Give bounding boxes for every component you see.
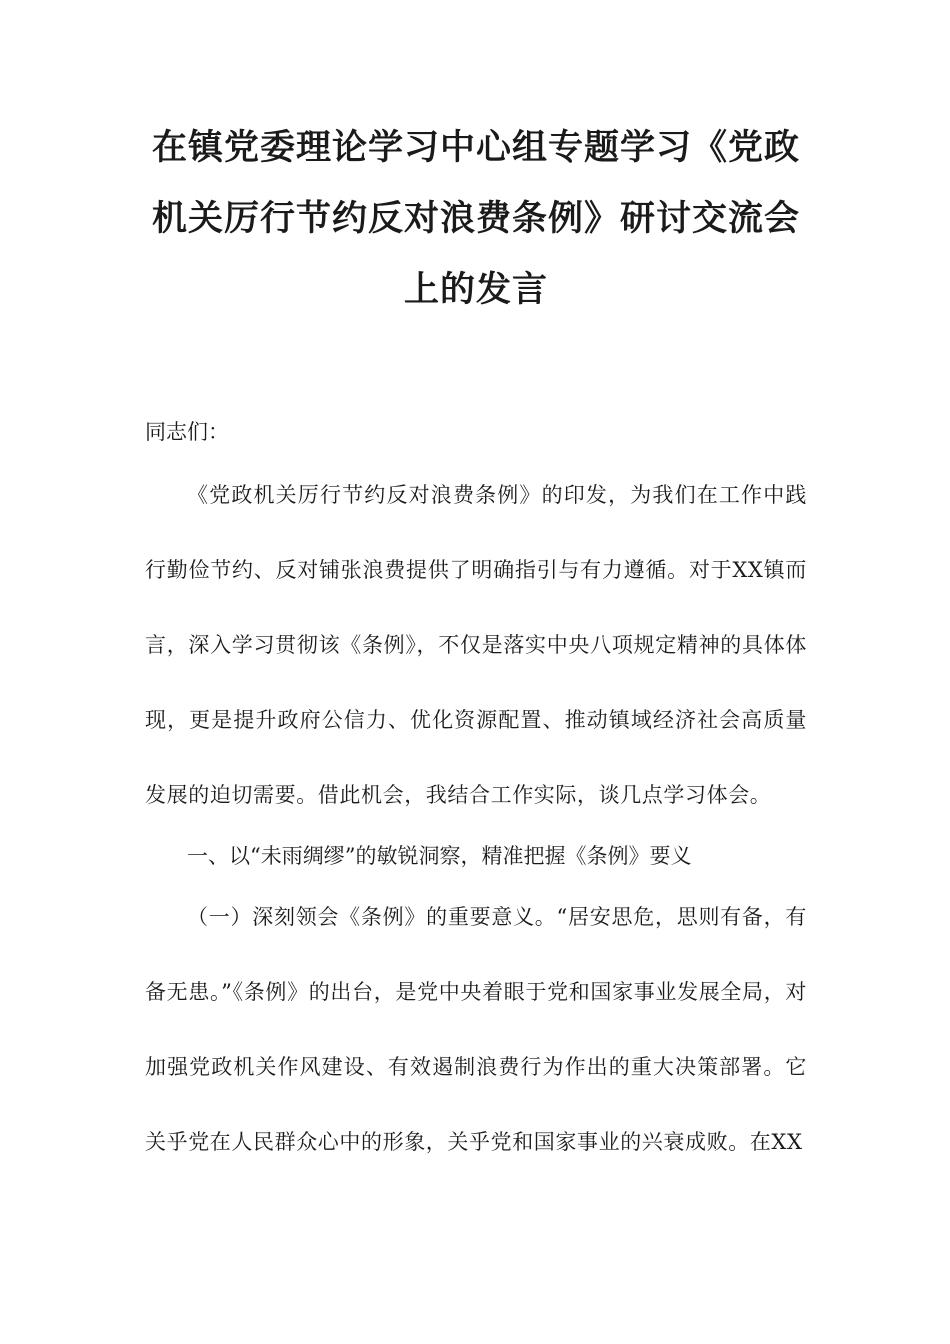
document-title: 在镇党委理论学习中心组专题学习《党政机关厉行节约反对浪费条例》研讨交流会上的发言: [151, 127, 800, 310]
section-heading-1: 一、以“未雨绸缪”的敏锐洞察，精准把握《条例》要义: [187, 844, 692, 868]
paragraph-section-1-1: （一）深刻领会《条例》的重要意义。“居安思危，思则有备，有备无患。”《条例》的出台，是党中央着眼于党和国家事业发展全局，对加强党政机关作风建设、有效遏制浪费行为作出的重大决策部署。它关乎党在人民群众心中的形象，关乎党和国家事业的兴衰成败。在XX: [145, 905, 807, 1154]
salutation: 同志们：: [145, 420, 229, 444]
paragraph-intro: 《党政机关厉行节约反对浪费条例》的印发，为我们在工作中践行勤俭节约、反对铺张浪费提供了明确指引与有力遵循。对于XX镇而言，深入学习贯彻该《条例》，不仅是落实中央八项规定精神的具体体现，更是提升政府公信力、优化资源配置、推动镇域经济社会高质量发展的迫切需要。借此机会，我结合工作实际，谈几点学习体会。: [145, 483, 807, 807]
